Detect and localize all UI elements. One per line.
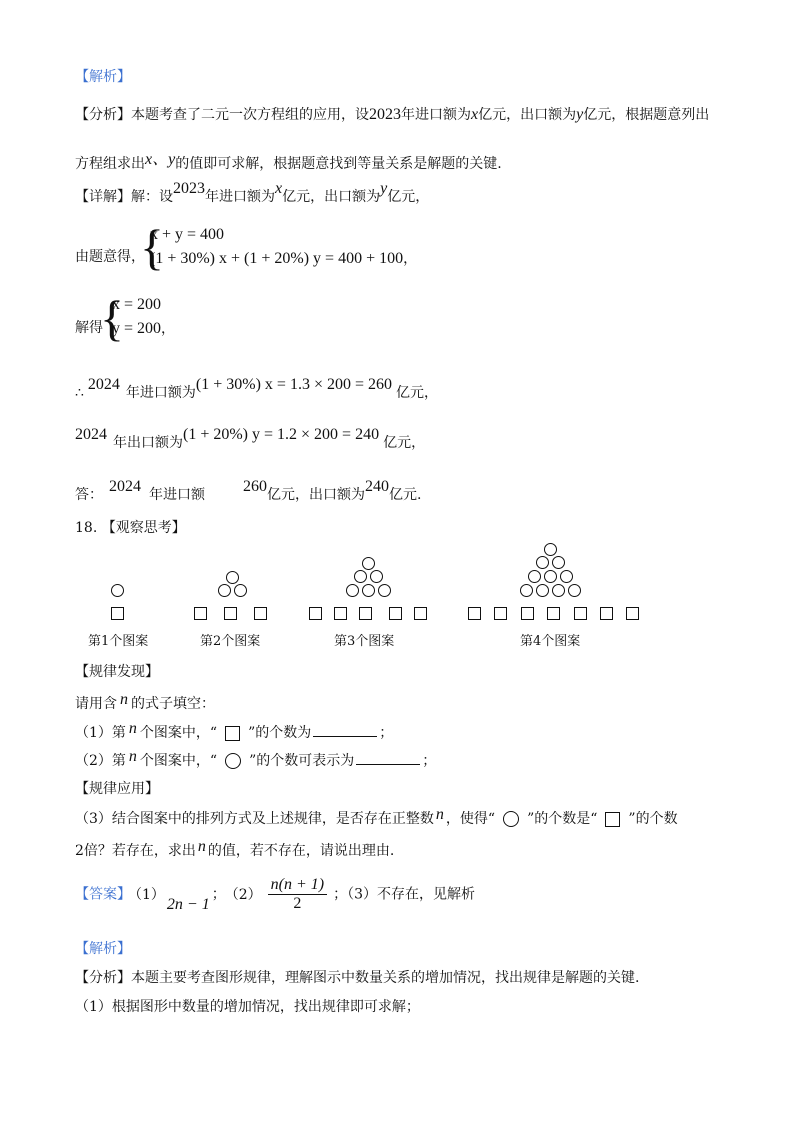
pattern-4-circle (536, 584, 549, 597)
answer-blank-1[interactable] (313, 722, 377, 737)
question-3-line1: （3）结合图案中的排列方式及上述规律，是否存在正整数 n ，使得“ ”的个数是“ ”的个数 (75, 806, 678, 827)
pattern-3-circle (362, 557, 375, 570)
pattern-4-circle (528, 570, 541, 583)
solution-brace: { (100, 290, 124, 346)
circle-icon (225, 753, 241, 769)
pattern-4-circle (544, 543, 557, 556)
analysis-tag: 【解析】 (75, 69, 131, 85)
jiede-label: 解得 (75, 320, 103, 336)
pattern-4-square (600, 607, 613, 620)
pattern-caption-2: 第2个图案 (200, 634, 261, 649)
pattern-caption-1: 第1个图案 (88, 634, 149, 649)
question-1: （1）第 n 个图案中，“ ”的个数为 ； (75, 720, 394, 741)
analysis-paragraph-line2: 方程组求出x、y的值即可求解，根据题意找到等量关系是解题的关键. (75, 151, 502, 172)
pattern-2-circle (226, 571, 239, 584)
answer-line: 答： 2024 年进口额 260亿元，出口额为240亿元. (75, 478, 422, 503)
xiangjie-label: 【详解】 (75, 189, 131, 205)
pattern-3-square (414, 607, 427, 620)
question-3-line2: 2倍？若存在，求出 n 的值，若不存在，请说出理由. (75, 838, 395, 859)
pattern-3-circle (370, 570, 383, 583)
pattern-3-circle (354, 570, 367, 583)
answer-2-fraction: $\frac{n(n + 1)}{2}$ (268, 876, 327, 913)
pattern-caption-3: 第3个图案 (334, 634, 395, 649)
pattern-3-circle (378, 584, 391, 597)
pattern-4-square (547, 607, 560, 620)
answer-row: 【答案】 （1）2n − 1； （2） $\frac{n(n + 1)}{2}$ ；（3）不存在，见解析 (75, 876, 476, 913)
pattern-caption-4: 第4个图案 (520, 634, 581, 649)
pattern-2-square (194, 607, 207, 620)
pattern-3-square (334, 607, 347, 620)
system-brace: { (140, 219, 164, 275)
pattern-4-circle (544, 570, 557, 583)
circle-icon (503, 811, 519, 827)
fill-instruction: 请用含 n 的式子填空： (75, 691, 215, 712)
youti-label: 由题意得， (75, 249, 145, 265)
pattern-4-square (521, 607, 534, 620)
pattern-4-circle (552, 584, 565, 597)
answer-1-expr: 2n − 1 (166, 895, 210, 913)
answer-blank-2[interactable] (356, 750, 420, 765)
pattern-4-circle (568, 584, 581, 597)
question-2: （2）第 n 个图案中，“ ”的个数可表示为 ； (75, 748, 437, 769)
pattern-1-square (111, 607, 124, 620)
pattern-2-square (254, 607, 267, 620)
solution-2: y = 200， (112, 320, 176, 337)
pattern-3-square (389, 607, 402, 620)
detail-line: 【详解】解：设2023年进口额为x亿元，出口额为y亿元， (75, 180, 430, 205)
pattern-4-square (574, 607, 587, 620)
step-1-line: （1）根据图形中数量的增加情况，找出规律即可求解； (75, 999, 420, 1015)
square-icon (225, 726, 240, 741)
equation-1: x + y = 400 (150, 226, 225, 243)
analysis-tag-2: 【解析】 (75, 941, 131, 957)
pattern-3-square (309, 607, 322, 620)
square-icon (605, 812, 620, 827)
pattern-3-circle (346, 584, 359, 597)
solution-1: x = 200 (112, 296, 162, 313)
import-2024-line: ∴ 2024 年进口额为(1 + 30%) x = 1.3 × 200 = 260 亿元， (75, 376, 438, 401)
pattern-4-square (468, 607, 481, 620)
fenxi-label: 【分析】 (75, 107, 131, 123)
answer-label: 【答案】 (75, 886, 131, 903)
pattern-4-circle (552, 556, 565, 569)
pattern-4-circle (560, 570, 573, 583)
rule-discovery-heading: 【规律发现】 (75, 664, 159, 680)
pattern-1-circle (111, 584, 124, 597)
pattern-2-circle (234, 584, 247, 597)
pattern-3-square (359, 607, 372, 620)
pattern-4-circle (520, 584, 533, 597)
pattern-4-circle (536, 556, 549, 569)
equation-2: (1 + 30%) x + (1 + 20%) y = 400 + 100， (150, 250, 418, 267)
analysis-2-line: 【分析】本题主要考查图形规律，理解图示中数量关系的增加情况，找出规律是解题的关键. (75, 970, 640, 986)
export-2024-line: 2024 年出口额为(1 + 20%) y = 1.2 × 200 = 240 亿元， (75, 426, 426, 451)
pattern-4-square (626, 607, 639, 620)
rule-application-heading: 【规律应用】 (75, 781, 159, 797)
pattern-3-circle (362, 584, 375, 597)
pattern-2-circle (218, 584, 231, 597)
pattern-4-square (494, 607, 507, 620)
pattern-2-square (224, 607, 237, 620)
analysis-paragraph-line1: 【分析】本题考查了二元一次方程组的应用，设2023年进口额为x亿元，出口额为y亿元，根据题意列出 (75, 106, 710, 123)
question-18-title: 18. 【观察思考】 (75, 520, 186, 536)
